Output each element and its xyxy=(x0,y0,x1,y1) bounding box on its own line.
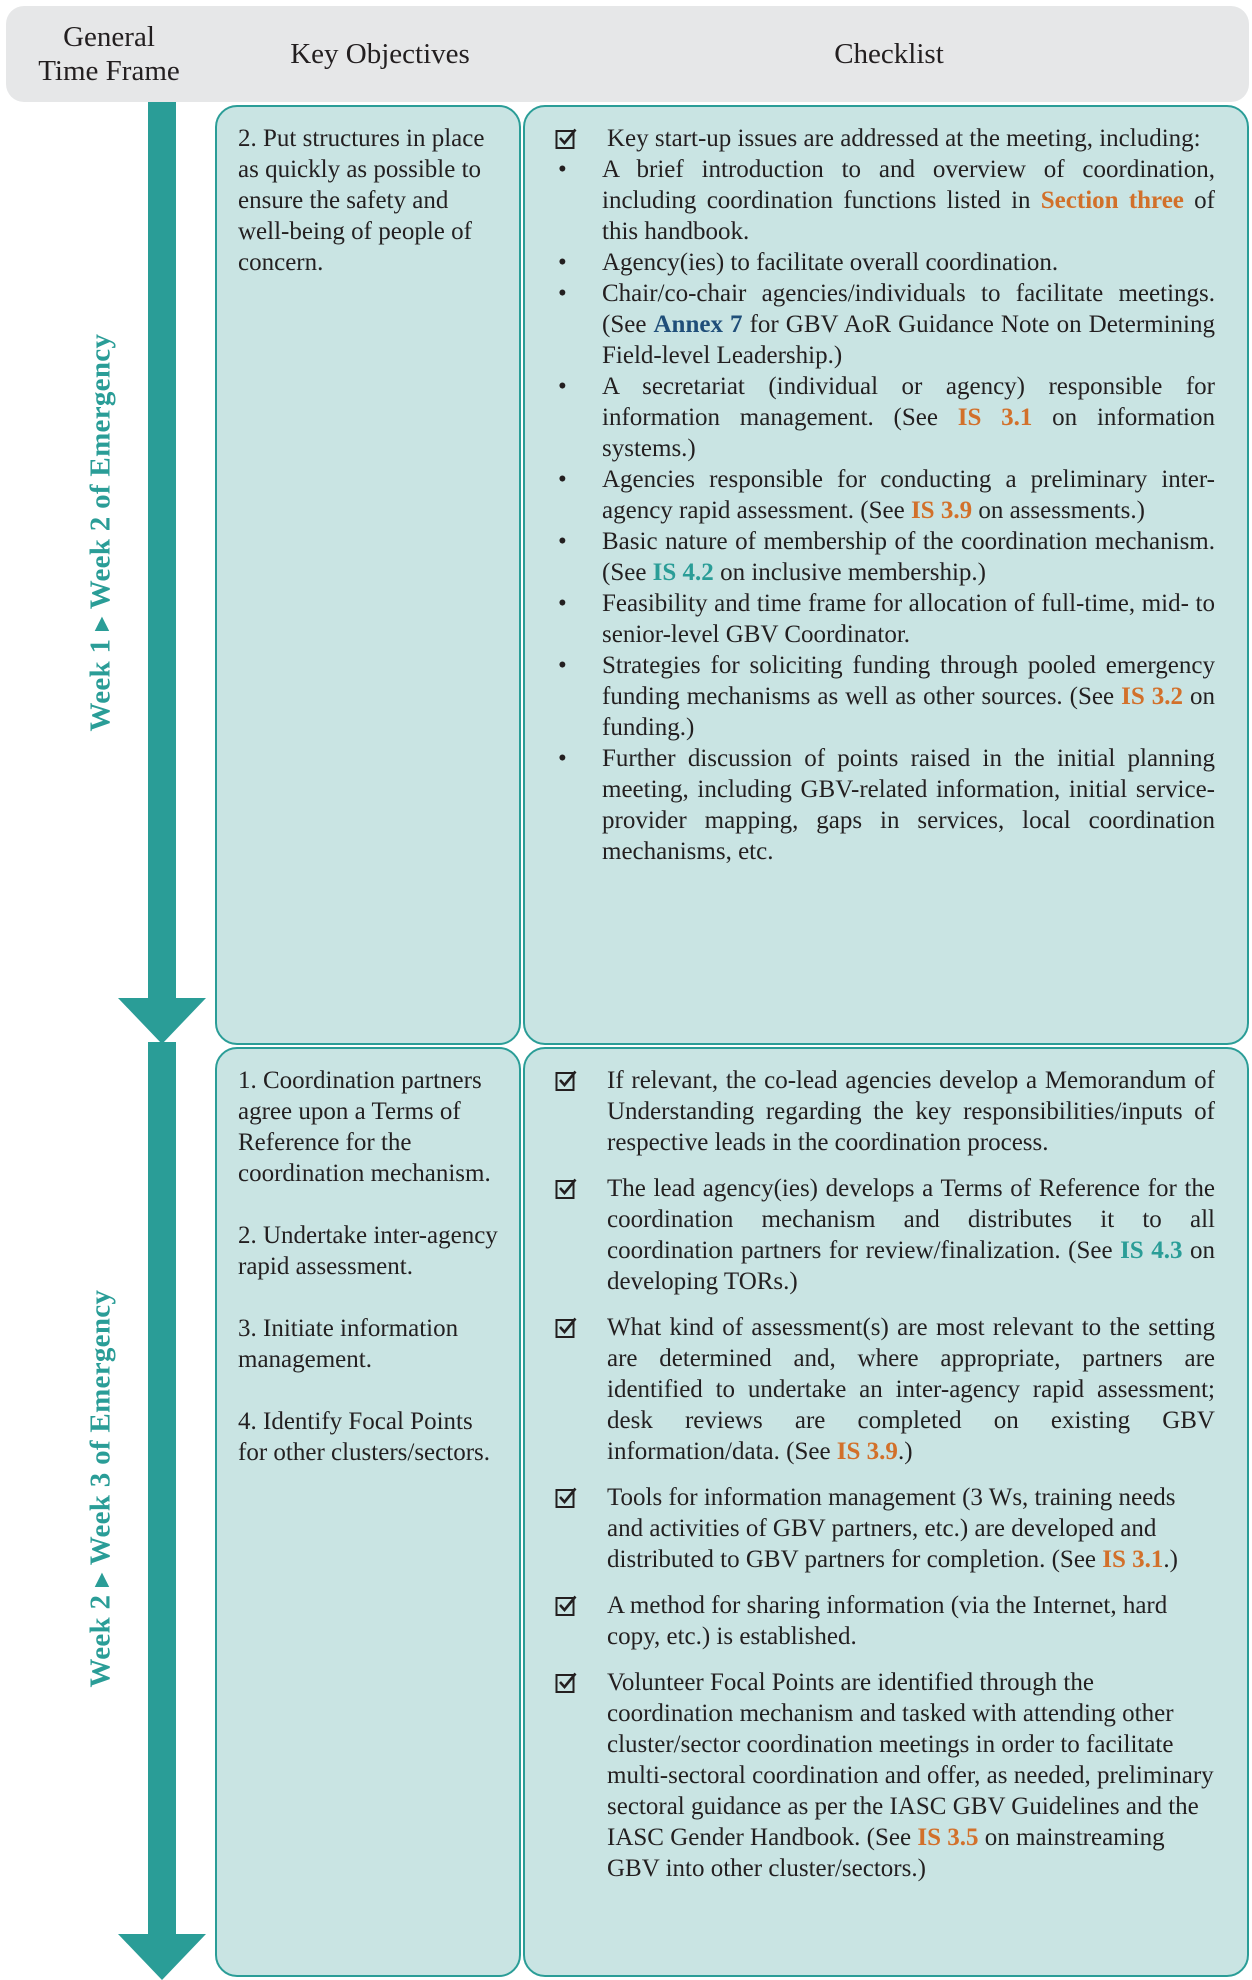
checklist-item: A method for sharing information (via the Internet, hard copy, etc.) is established. xyxy=(555,1590,1215,1652)
is-reference-link[interactable]: IS 4.2 xyxy=(652,559,714,586)
bullet-item: • Feasibility and time frame for allocation of full-time, mid- to senior-level GBV Coordinator. xyxy=(555,588,1215,650)
objectives-box-week1 xyxy=(215,105,521,1045)
time-frame-week2: Week 2 ▸ Week 3 of Emergency xyxy=(84,1289,117,1688)
checklist-item: The lead agency(ies) develops a Terms of Reference for the coordination mechanism and distributes it to all coordination partners for review/finalization. (See IS 4.3 on developing TORs.) xyxy=(555,1173,1215,1297)
table-header xyxy=(6,6,1249,102)
checked-box-icon xyxy=(555,1178,577,1200)
bullet-item: • Basic nature of membership of the coordination mechanism. (See IS 4.2 on inclusive membership.) xyxy=(555,526,1215,588)
header-time-frame: General Time Frame xyxy=(38,21,180,87)
objective-item: 2. Put structures in place as quickly as possible to ensure the safety and well-being of people of concern. xyxy=(238,125,485,276)
is-reference-link[interactable]: IS 3.9 xyxy=(910,497,973,524)
bullet-item: • Further discussion of points raised in the initial planning meeting, including GBV-related information, initial service-provider mapping, gaps in services, local coordination mechanisms, etc. xyxy=(555,743,1215,867)
bullet-item: • Agencies responsible for conducting a preliminary inter-agency rapid assessment. (See IS 3.9 on assessments.) xyxy=(555,464,1215,526)
objective-item: 4. Identify Focal Points for other clusters/sectors. xyxy=(238,1408,491,1466)
checklist-item: Key start-up issues are addressed at the meeting, including: xyxy=(555,123,1215,154)
header-key-objectives: Key Objectives xyxy=(290,38,470,70)
timeline-arrow-week1 xyxy=(118,102,206,1044)
checked-box-icon xyxy=(555,1317,577,1339)
is-reference-link[interactable]: IS 4.3 xyxy=(1120,1237,1183,1264)
header-checklist: Checklist xyxy=(834,38,944,70)
annex-reference-link[interactable]: Annex 7 xyxy=(653,311,743,338)
is-reference-link[interactable]: IS 3.2 xyxy=(1121,683,1183,710)
is-reference-link[interactable]: IS 3.9 xyxy=(836,1438,898,1465)
objective-item: 3. Initiate information management. xyxy=(238,1315,459,1373)
is-reference-link[interactable]: IS 3.5 xyxy=(917,1824,979,1851)
is-reference-link[interactable]: IS 3.1 xyxy=(1102,1546,1164,1573)
checklist-item: Tools for information management (3 Ws, training needs and activities of GBV partners, etc.) are developed and distributed to GBV partners for completion. (See IS 3.1.) xyxy=(555,1482,1215,1575)
checklist-box-week2 xyxy=(523,1047,1249,1977)
checked-box-icon xyxy=(555,1595,577,1617)
section-reference-link[interactable]: Section three xyxy=(1040,187,1184,214)
checked-box-icon xyxy=(555,128,577,150)
checked-box-icon xyxy=(555,1487,577,1509)
objective-item: 1. Coordination partners agree upon a Terms of Reference for the coordination mechanism. xyxy=(238,1067,491,1187)
checklist-box-week1 xyxy=(523,105,1249,1045)
checklist-item: What kind of assessment(s) are most relevant to the setting are determined and, where appropriate, partners are identified to undertake an inter-agency rapid assessment; desk reviews are completed on existing GBV information/data. (See IS 3.9.) xyxy=(555,1312,1215,1467)
checklist-sublist xyxy=(555,154,1215,867)
checked-box-icon xyxy=(555,1070,577,1092)
bullet-item: • Agency(ies) to facilitate overall coordination. xyxy=(555,247,1215,278)
bullet-item: • A secretariat (individual or agency) responsible for information management. (See IS 3.1 on information systems.) xyxy=(555,371,1215,464)
objective-item: 2. Undertake inter-agency rapid assessment. xyxy=(238,1222,498,1280)
bullet-item: • A brief introduction to and overview of coordination, including coordination functions listed in Section three of this handbook. xyxy=(555,154,1215,247)
checklist-item: Volunteer Focal Points are identified through the coordination mechanism and tasked with attending other cluster/sector coordination meetings in order to facilitate multi-sectoral coordination and offer, as needed, preliminary sectoral guidance as per the IASC GBV Guidelines and the IASC Gender Handbook. (See IS 3.5 on mainstreaming GBV into other cluster/sectors.) xyxy=(555,1667,1215,1884)
is-reference-link[interactable]: IS 3.1 xyxy=(957,404,1033,431)
bullet-item: • Strategies for soliciting funding through pooled emergency funding mechanisms as well as other sources. (See IS 3.2 on funding.) xyxy=(555,650,1215,743)
checklist-item: If relevant, the co-lead agencies develop a Memorandum of Understanding regarding the key responsibilities/inputs of respective leads in the coordination process. xyxy=(555,1065,1215,1158)
timeline-arrow-week2 xyxy=(118,1042,206,1980)
checked-box-icon xyxy=(555,1672,577,1694)
bullet-item: • Chair/co-chair agencies/individuals to facilitate meetings. (See Annex 7 for GBV AoR Guidance Note on Determining Field-level Leadership.) xyxy=(555,278,1215,371)
time-frame-week1: Week 1 ▸ Week 2 of Emergency xyxy=(84,333,117,732)
objectives-box-week2 xyxy=(215,1047,521,1977)
